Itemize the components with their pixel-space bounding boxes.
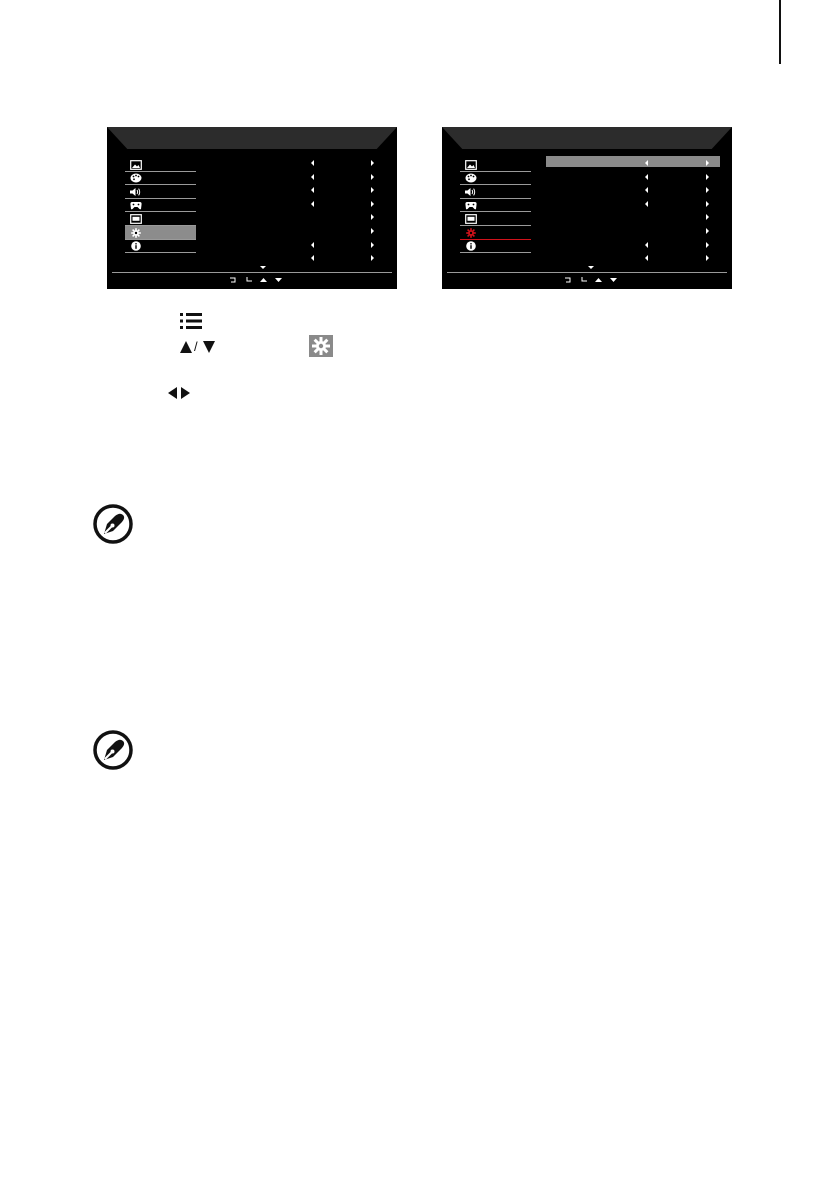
- left-arrow-icon[interactable]: [645, 242, 648, 248]
- sidebar-item-audio[interactable]: [460, 185, 531, 198]
- right-arrow-icon[interactable]: [706, 255, 709, 261]
- left-arrow-icon: [168, 387, 177, 399]
- gaming-icon: [465, 200, 477, 210]
- right-arrow-icon[interactable]: [706, 187, 709, 193]
- right-arrow-icon[interactable]: [371, 201, 374, 207]
- menu-icon: [180, 312, 202, 330]
- right-arrow-icon[interactable]: [371, 174, 374, 180]
- right-arrow-icon[interactable]: [706, 160, 709, 166]
- left-arrow-icon[interactable]: [311, 187, 314, 193]
- left-arrow-icon[interactable]: [311, 255, 314, 261]
- audio-icon: [130, 187, 142, 197]
- left-arrow-icon[interactable]: [645, 201, 648, 207]
- right-arrow-icon[interactable]: [371, 255, 374, 261]
- right-arrow-icon[interactable]: [371, 228, 374, 234]
- right-arrow-icon[interactable]: [706, 201, 709, 207]
- sidebar-item-system[interactable]: [125, 226, 196, 239]
- color-icon: [465, 173, 477, 183]
- sidebar-item-osd[interactable]: [125, 212, 196, 225]
- right-arrow-icon: [181, 387, 190, 399]
- osd-key-guide: [230, 277, 282, 283]
- more-items-indicator: [260, 266, 266, 269]
- osd-footer-divider: [112, 272, 392, 273]
- osd-key-guide: [565, 277, 617, 283]
- sidebar-item-system[interactable]: [460, 226, 531, 239]
- right-arrow-icon[interactable]: [371, 187, 374, 193]
- sidebar-item-color[interactable]: [125, 172, 196, 185]
- left-arrow-icon[interactable]: [645, 255, 648, 261]
- down-icon: [275, 277, 282, 283]
- up-arrow-icon: [180, 341, 192, 353]
- osd-menu-left: [107, 127, 397, 289]
- right-arrow-icon[interactable]: [706, 228, 709, 234]
- gaming-icon: [130, 200, 142, 210]
- back-icon: [565, 277, 572, 283]
- enter-icon: [245, 277, 252, 283]
- osd-footer-divider: [447, 272, 727, 273]
- sidebar-divider: [125, 252, 196, 253]
- sidebar-item-audio[interactable]: [125, 185, 196, 198]
- picture-icon: [465, 160, 477, 170]
- osd-icon: [465, 214, 477, 224]
- osd-icon: [130, 214, 142, 224]
- right-arrow-icon[interactable]: [706, 174, 709, 180]
- right-arrow-icon[interactable]: [371, 242, 374, 248]
- down-arrow-icon: [203, 341, 215, 353]
- right-arrow-icon[interactable]: [706, 242, 709, 248]
- left-arrow-icon[interactable]: [311, 174, 314, 180]
- sidebar-item-gaming[interactable]: [460, 199, 531, 212]
- right-arrow-icon[interactable]: [706, 214, 709, 220]
- sidebar-item-information[interactable]: [125, 240, 196, 253]
- left-arrow-icon[interactable]: [311, 201, 314, 207]
- thumb-index-bar: [779, 0, 781, 64]
- right-arrow-icon[interactable]: [371, 214, 374, 220]
- color-icon: [130, 173, 142, 183]
- more-items-indicator: [588, 266, 594, 269]
- osd-menu-right: [442, 127, 732, 289]
- slash-separator: /: [194, 339, 198, 354]
- left-arrow-icon[interactable]: [645, 160, 648, 166]
- up-icon: [260, 277, 267, 283]
- selected-row[interactable]: [546, 156, 720, 167]
- information-icon: [465, 241, 477, 251]
- back-icon: [230, 277, 237, 283]
- sidebar-item-gaming[interactable]: [125, 199, 196, 212]
- information-icon: [130, 241, 142, 251]
- sidebar-item-picture[interactable]: [125, 158, 196, 171]
- system-icon: [130, 228, 142, 238]
- sidebar-item-osd[interactable]: [460, 212, 531, 225]
- sidebar-item-picture[interactable]: [460, 158, 531, 171]
- sidebar-item-color[interactable]: [460, 172, 531, 185]
- right-arrow-icon[interactable]: [371, 160, 374, 166]
- audio-icon: [465, 187, 477, 197]
- picture-icon: [130, 160, 142, 170]
- left-arrow-icon[interactable]: [311, 160, 314, 166]
- up-icon: [595, 277, 602, 283]
- enter-icon: [580, 277, 587, 283]
- system-gear-icon: [309, 335, 333, 357]
- system-icon: [465, 228, 477, 238]
- down-icon: [610, 277, 617, 283]
- note-icon: [93, 504, 133, 544]
- sidebar-item-information[interactable]: [460, 240, 531, 253]
- left-arrow-icon[interactable]: [311, 242, 314, 248]
- left-arrow-icon[interactable]: [645, 174, 648, 180]
- left-arrow-icon[interactable]: [645, 187, 648, 193]
- note-icon: [93, 730, 133, 770]
- osd-top-bevel: [107, 127, 397, 149]
- osd-top-bevel: [442, 127, 732, 149]
- sidebar-divider: [460, 252, 531, 253]
